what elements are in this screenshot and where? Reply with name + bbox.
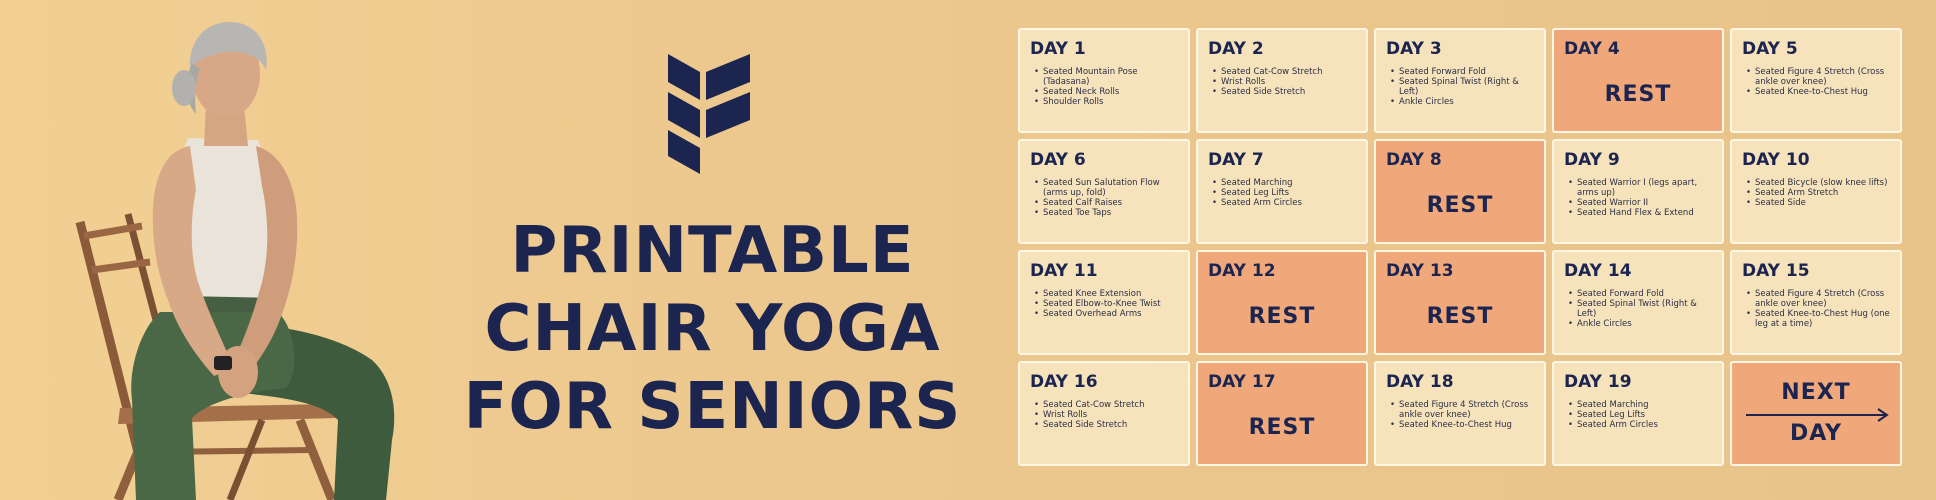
activity-item: • Seated Marching: [1568, 400, 1712, 410]
activity-item: • Seated Spinal Twist (Right & Left): [1568, 299, 1712, 319]
rest-label: REST: [1248, 415, 1316, 440]
next-day-card: [1730, 361, 1902, 466]
activity-item: • Seated Calf Raises: [1034, 198, 1178, 208]
activity-item: • Wrist Rolls: [1034, 410, 1178, 420]
day-label: DAY 7: [1208, 150, 1264, 170]
activity-item: • Seated Arm Circles: [1212, 198, 1356, 208]
activity-list: [1386, 67, 1534, 107]
title-line-2: CHAIR YOGA: [484, 292, 941, 366]
day-1-card: [1018, 28, 1190, 133]
day-2-card: [1196, 28, 1368, 133]
activity-item: • Seated Knee-to-Chest Hug (one leg at a time): [1746, 309, 1890, 329]
day-label: DAY 4: [1564, 39, 1620, 59]
activity-list: [1030, 178, 1178, 218]
activity-item: • Seated Figure 4 Stretch (Cross ankle over knee): [1746, 67, 1890, 87]
activity-item: • Seated Elbow-to-Knee Twist: [1034, 299, 1178, 309]
activity-list: [1564, 178, 1712, 218]
activity-item: • Seated Knee Extension: [1034, 289, 1178, 299]
woman-on-chair-image: [0, 0, 440, 500]
day-7-card: [1196, 139, 1368, 244]
day-12-rest-card: [1196, 250, 1368, 355]
activity-item: • Seated Leg Lifts: [1568, 410, 1712, 420]
activity-item: • Wrist Rolls: [1212, 77, 1356, 87]
activity-item: • Ankle Circles: [1568, 319, 1712, 329]
arrow-right-icon: [1746, 408, 1892, 422]
activity-item: • Seated Mountain Pose (Tadasana): [1034, 67, 1178, 87]
activity-item: • Seated Neck Rolls: [1034, 87, 1178, 97]
day-3-card: [1374, 28, 1546, 133]
day-label: DAY 18: [1386, 372, 1454, 392]
activity-item: • Seated Forward Fold: [1390, 67, 1534, 77]
day-label: DAY 15: [1742, 261, 1810, 281]
activity-item: • Seated Warrior I (legs apart, arms up): [1568, 178, 1712, 198]
activity-item: • Ankle Circles: [1390, 97, 1534, 107]
next-label: NEXT: [1781, 380, 1851, 405]
activity-list: [1208, 67, 1356, 97]
activity-item: • Seated Knee-to-Chest Hug: [1390, 420, 1534, 430]
day-5-card: [1730, 28, 1902, 133]
activity-item: • Seated Cat-Cow Stretch: [1034, 400, 1178, 410]
day-14-card: [1552, 250, 1724, 355]
activity-item: • Shoulder Rolls: [1034, 97, 1178, 107]
activity-list: [1564, 400, 1712, 430]
day-18-card: [1374, 361, 1546, 466]
activity-list: [1030, 400, 1178, 430]
activity-list: [1564, 289, 1712, 329]
activity-item: • Seated Warrior II: [1568, 198, 1712, 208]
day-16-card: [1018, 361, 1190, 466]
day-13-rest-card: [1374, 250, 1546, 355]
title-line-1: PRINTABLE: [510, 214, 915, 288]
activity-list: [1208, 178, 1356, 208]
day-label: DAY 16: [1030, 372, 1098, 392]
activity-item: • Seated Side: [1746, 198, 1890, 208]
day-label: DAY 6: [1030, 150, 1086, 170]
activity-item: • Seated Arm Stretch: [1746, 188, 1890, 198]
day-8-rest-card: [1374, 139, 1546, 244]
stacked-leaf-logo-icon: [664, 52, 754, 176]
rest-label: REST: [1604, 82, 1672, 107]
day-19-card: [1552, 361, 1724, 466]
rest-label: REST: [1426, 304, 1494, 329]
activity-item: • Seated Figure 4 Stretch (Cross ankle over knee): [1390, 400, 1534, 420]
activity-list: [1742, 289, 1890, 329]
day-4-rest-card: [1552, 28, 1724, 133]
activity-list: [1742, 67, 1890, 97]
activity-item: • Seated Cat-Cow Stretch: [1212, 67, 1356, 77]
activity-item: • Seated Marching: [1212, 178, 1356, 188]
day-label: DAY 10: [1742, 150, 1810, 170]
activity-item: • Seated Toe Taps: [1034, 208, 1178, 218]
activity-item: • Seated Overhead Arms: [1034, 309, 1178, 319]
day-9-card: [1552, 139, 1724, 244]
day-label: DAY: [1789, 421, 1843, 446]
activity-list: [1030, 67, 1178, 107]
day-label: DAY 8: [1386, 150, 1442, 170]
rest-label: REST: [1426, 193, 1494, 218]
day-label: DAY 5: [1742, 39, 1798, 59]
activity-list: [1386, 400, 1534, 430]
day-label: DAY 11: [1030, 261, 1098, 281]
day-label: DAY 17: [1208, 372, 1276, 392]
activity-list: [1742, 178, 1890, 208]
activity-item: • Seated Knee-to-Chest Hug: [1746, 87, 1890, 97]
day-11-card: [1018, 250, 1190, 355]
day-17-rest-card: [1196, 361, 1368, 466]
title-line-3: FOR SENIORS: [463, 370, 962, 444]
page-title: [440, 212, 985, 446]
activity-item: • Seated Leg Lifts: [1212, 188, 1356, 198]
activity-item: • Seated Arm Circles: [1568, 420, 1712, 430]
day-label: DAY 1: [1030, 39, 1086, 59]
day-label: DAY 2: [1208, 39, 1264, 59]
day-label: DAY 9: [1564, 150, 1620, 170]
next-day-content: [1732, 363, 1900, 464]
day-10-card: [1730, 139, 1902, 244]
day-label: DAY 14: [1564, 261, 1632, 281]
day-6-card: [1018, 139, 1190, 244]
day-label: DAY 13: [1386, 261, 1454, 281]
day-label: DAY 12: [1208, 261, 1276, 281]
activity-list: [1030, 289, 1178, 319]
activity-item: • Seated Sun Salutation Flow (arms up, fold): [1034, 178, 1178, 198]
activity-item: • Seated Hand Flex & Extend: [1568, 208, 1712, 218]
calendar-grid: [1018, 28, 1906, 472]
activity-item: • Seated Spinal Twist (Right & Left): [1390, 77, 1534, 97]
day-label: DAY 19: [1564, 372, 1632, 392]
rest-label: REST: [1248, 304, 1316, 329]
activity-item: • Seated Side Stretch: [1034, 420, 1178, 430]
activity-item: • Seated Figure 4 Stretch (Cross ankle over knee): [1746, 289, 1890, 309]
day-label: DAY 3: [1386, 39, 1442, 59]
activity-item: • Seated Forward Fold: [1568, 289, 1712, 299]
activity-item: • Seated Side Stretch: [1212, 87, 1356, 97]
day-15-card: [1730, 250, 1902, 355]
activity-item: • Seated Bicycle (slow knee lifts): [1746, 178, 1890, 188]
